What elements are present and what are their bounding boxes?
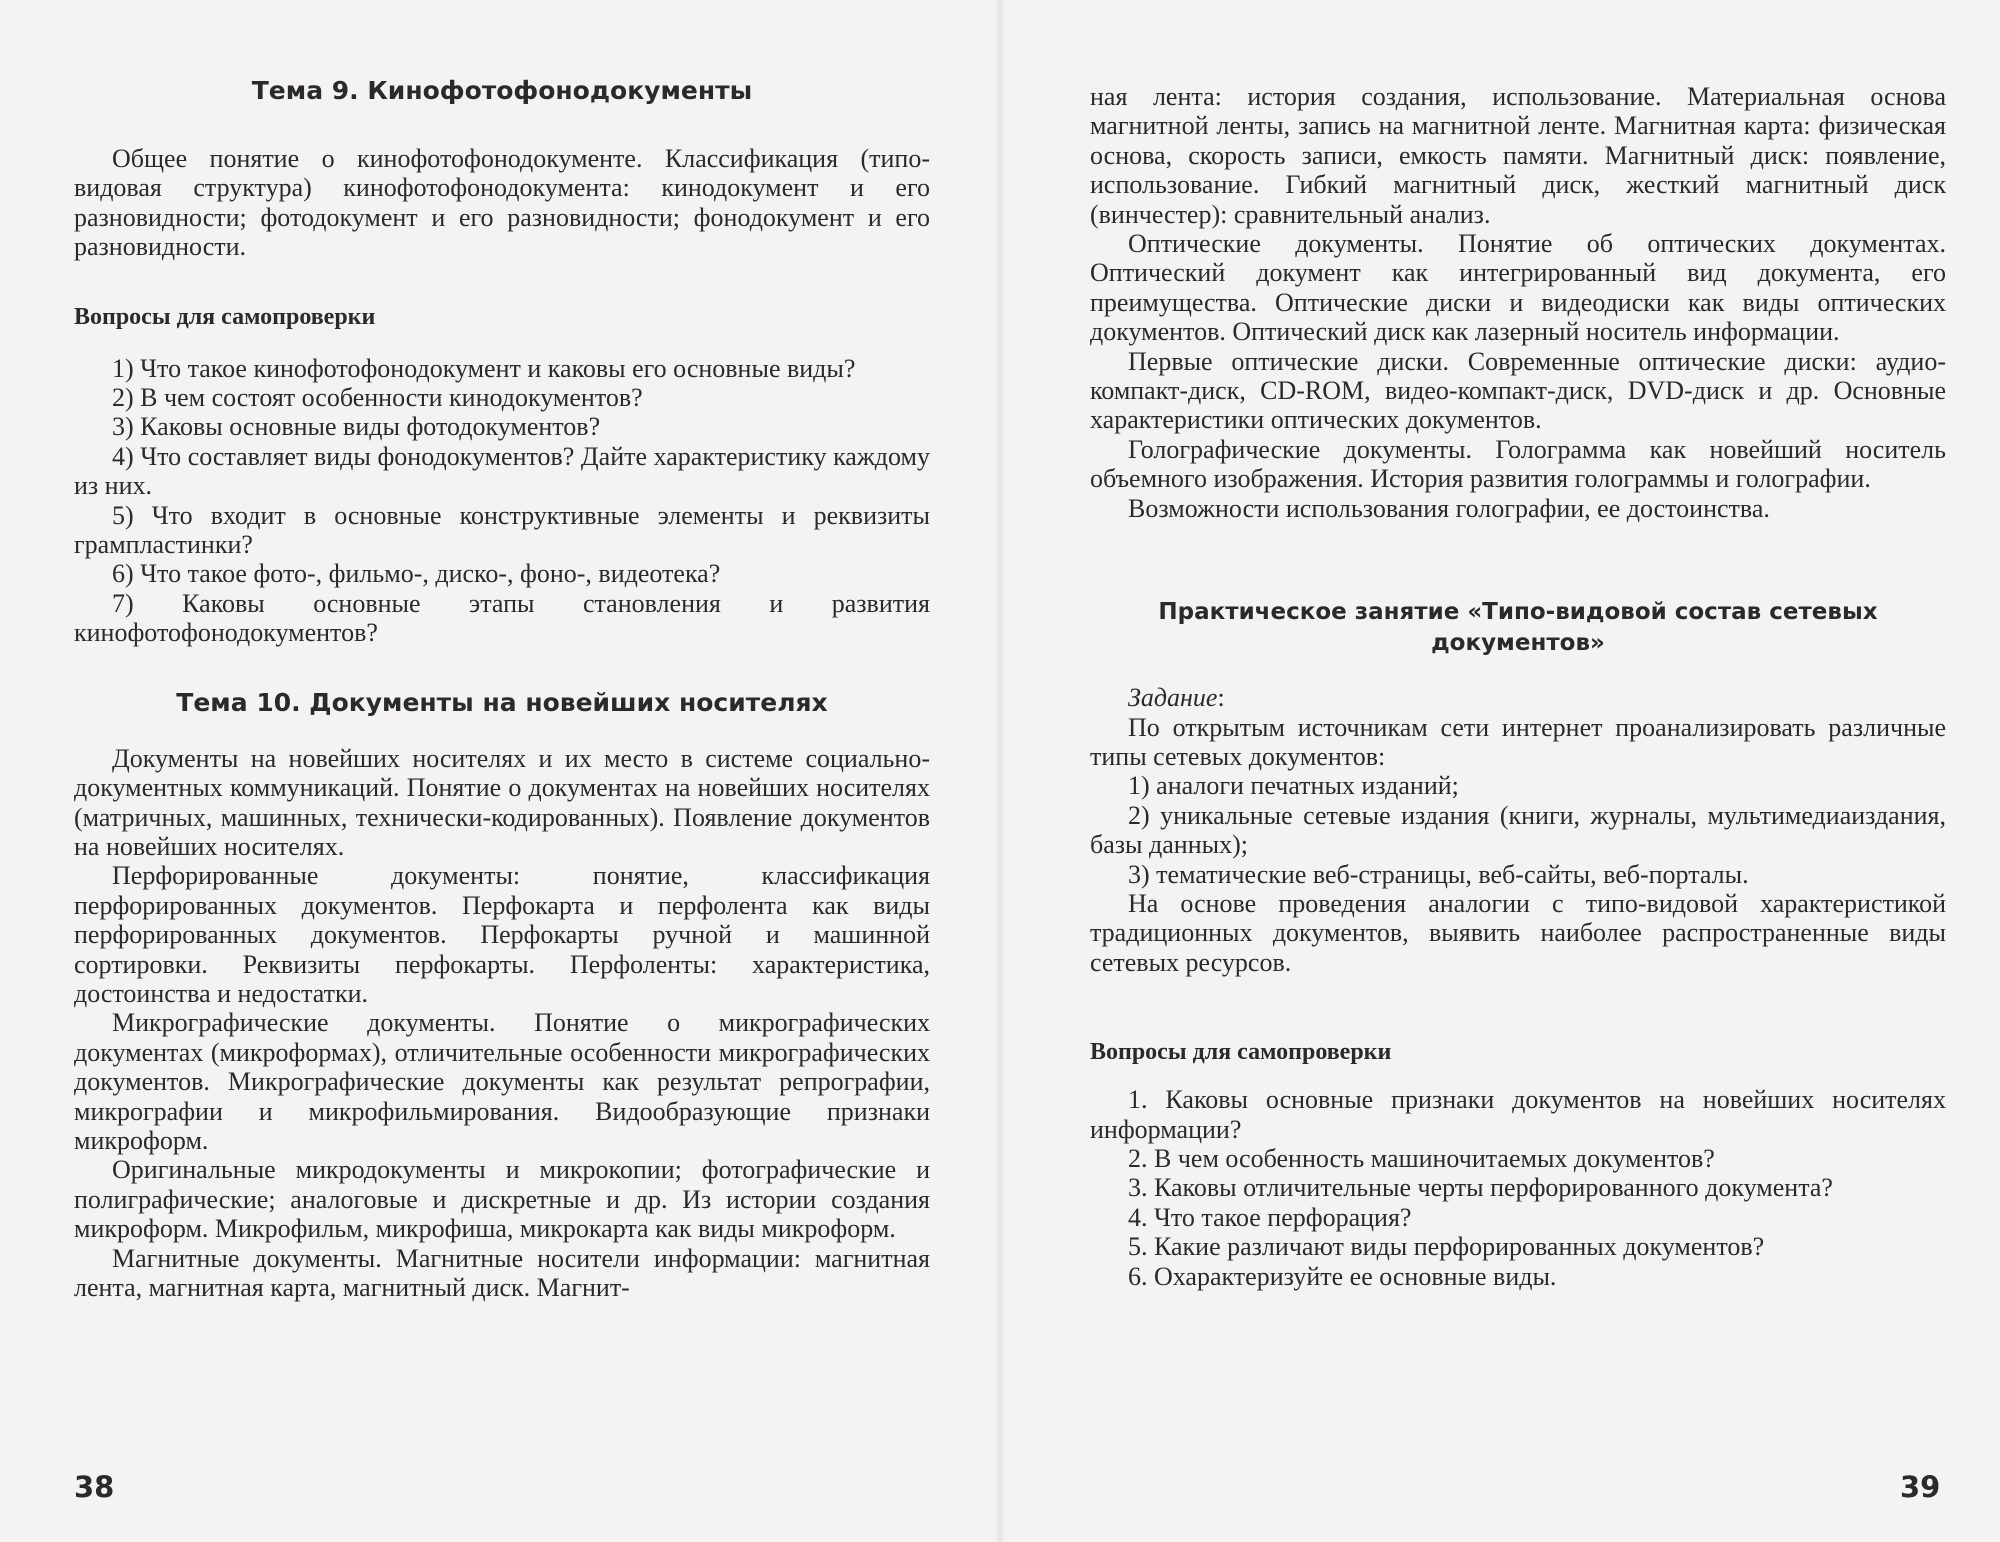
right-question: 3. Каковы отличительные черты перфорированного документа? — [1128, 1173, 1833, 1203]
body-paragraph: Возможности использования голографии, ее достоинства. — [1128, 493, 1770, 523]
practice-title-line-1: Практическое занятие «Типо-видовой состав сетевых — [1158, 599, 1878, 626]
page-number-right: 39 — [1900, 1470, 1941, 1504]
topic-9-question: 7) Каковы основные этапы становления и развития кинофотофонодокументов? — [74, 588, 930, 648]
topic-9-question: 5) Что входит в основные конструктивные элементы и реквизиты грампластинки? — [74, 500, 930, 560]
body-paragraph: Первые оптические диски. Современные оптические диски: аудио-компакт-диск, CD-ROM, видео-компакт-диск, DVD-диск и др. Основные характеристики оптических документов. — [1090, 346, 1946, 435]
practice-title — [1090, 597, 1946, 659]
task-item: 3) тематические веб-страницы, веб-сайты, веб-порталы. — [1128, 859, 1749, 889]
topic-10-paragraph: Документы на новейших носителях и их место в системе социально-документных коммуникаций. Понятие о документах на новейших носителях (матричных, машинных, технически-кодированных). Появление документов на новейших носителях. — [74, 743, 930, 861]
topic-10-paragraph: Магнитные документы. Магнитные носители информации: магнитная лента, магнитная карта, магнитный диск. Магнит- — [74, 1243, 930, 1302]
task-label-line — [1090, 683, 1946, 712]
right-page — [1000, 0, 2000, 1542]
topic-9-title: Тема 9. Кинофотофонодокументы — [251, 76, 753, 105]
task-conclusion: На основе проведения аналогии с типо-видовой характеристикой традиционных документов, выявить наиболее распространенные виды сетевых ресурсов. — [1090, 888, 1946, 977]
task-item: 1) аналоги печатных изданий; — [1128, 771, 1459, 801]
task-item: 2) уникальные сетевые издания (книги, журналы, мультимедиаиздания, базы данных); — [1090, 800, 1946, 860]
task-colon: : — [1217, 683, 1225, 713]
body-paragraph: Оптические документы. Понятие об оптических документах. Оптический документ как интегрированный вид документа, его преимущества. Оптические диски и видеодиски как виды оптических документов. Оптический диск как лазерный носитель информации. — [1090, 229, 1946, 347]
right-question: 6. Охарактеризуйте ее основные виды. — [1128, 1261, 1557, 1291]
topic-9-question: 6) Что такое фото-, фильмо-, диско-, фоно-, видеотека? — [112, 559, 721, 589]
topic-10-paragraph: Перфорированные документы: понятие, классификация перфорированных документов. Перфокарта и перфолента как виды перфорированных документов. Перфокарты ручной и машинной сортировки. Реквизиты перфокарты. Перфоленты: характеристика, достоинства и недостатки. — [74, 861, 930, 1008]
task-text: По открытым источникам сети интернет проанализировать различные типы сетевых документов: — [1090, 712, 1946, 771]
body-paragraph: Голографические документы. Голограмма как новейший носитель объемного изображения. История развития голограммы и голографии. — [1090, 434, 1946, 494]
right-question: 4. Что такое перфорация? — [1128, 1202, 1412, 1232]
task-label: Задание — [1128, 683, 1218, 713]
right-question: 1. Каковы основные признаки документов на новейших носителях информации? — [1090, 1085, 1946, 1144]
topic-9-intro: Общее понятие о кинофотофонодокументе. Классификация (типо-видовая структура) кинофотофонодокумента: кинодокумент и его разновидности; фотодокумент и его разновидности; фонодокумент и его разновидности. — [74, 144, 930, 262]
topic-9-question: 3) Каковы основные виды фотодокументов? — [112, 412, 601, 442]
page-number-left: 38 — [74, 1470, 115, 1504]
left-page-column — [74, 0, 930, 1302]
right-question: 5. Какие различают виды перфорированных документов? — [1128, 1232, 1765, 1262]
right-questions-heading: Вопросы для самопроверки — [1090, 1039, 1392, 1066]
topic-9-question: 4) Что составляет виды фонодокументов? Дайте характеристику каждому из них. — [74, 441, 930, 501]
practice-title-line-2: документов» — [1431, 630, 1605, 657]
topic-10-paragraph: Микрографические документы. Понятие о микрографических документах (микроформах), отличительные особенности микрографических документов. Микрографические документы как результат репрографии, микрографии и микрофильмирования. Видообразующие признаки микроформ. — [74, 1008, 930, 1155]
topic-10-title: Тема 10. Документы на новейших носителях — [176, 687, 828, 717]
continued-paragraph: ная лента: история создания, использование. Материальная основа магнитной ленты, запись на магнитной ленте. Магнитная карта: физическая основа, скорость записи, емкость памяти. Магнитный диск: появление, использование. Гибкий магнитный диск, жесткий магнитный диск (винчестер): сравнительный анализ. — [1090, 82, 1946, 229]
topic-9-question: 1) Что такое кинофотофонодокумент и каковы его основные виды? — [112, 353, 856, 383]
right-page-column — [1090, 0, 1946, 1291]
topic-9-question: 2) В чем состоят особенности кинодокументов? — [112, 383, 643, 413]
topic-10-paragraph: Оригинальные микродокументы и микрокопии; фотографические и полиграфические; аналоговые и дискретные и др. Из истории создания микроформ. Микрофильм, микрофиша, микрокарта как виды микроформ. — [74, 1155, 930, 1244]
right-question: 2. В чем особенность машиночитаемых документов? — [1128, 1143, 1715, 1173]
topic-9-questions-heading: Вопросы для самопроверки — [74, 303, 376, 330]
